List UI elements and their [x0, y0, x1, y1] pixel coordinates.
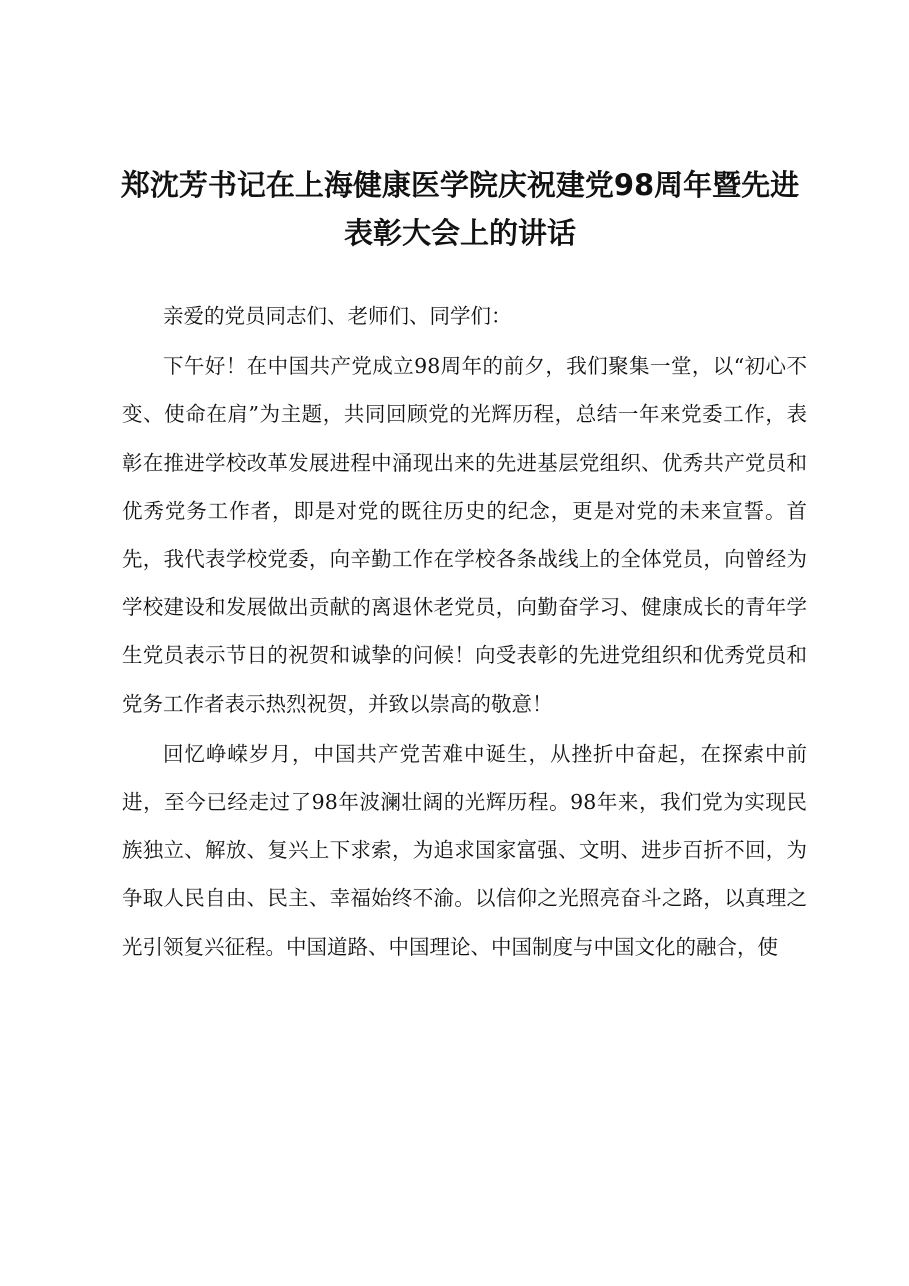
salutation-paragraph: 亲爱的党员同志们、老师们、同学们：: [163, 304, 512, 328]
body-paragraph-2: 回忆峥嵘岁月，中国共产党苦难中诞生，从挫折中奋起，在探索中前进，至今已经走过了98年波澜壮阔的光辉历程。98年来，我们党为实现民族独立、解放、复兴上下求索，为追求国家富强、文明、进步百折不回，为争取人民自由、民主、幸福始终不渝。以信仰之光照亮奋斗之路，以真理之光引领复兴征程。中国道路、中国理论、中国制度与中国文化的融合，使: [122, 741, 807, 959]
document-title: 郑沈芳书记在上海健康医学院庆祝建党98周年暨先进表彰大会上的讲话: [120, 168, 800, 250]
body-paragraph-1: 下午好！在中国共产党成立98周年的前夕，我们聚集一堂，以“初心不变、使命在肩”为主题，共同回顾党的光辉历程，总结一年来党委工作，表彰在推进学校改革发展进程中涌现出来的先进基层党组织、优秀共产党员和优秀党务工作者，即是对党的既往历史的纪念，更是对党的未来宣誓。首先，我代表学校党委，向辛勤工作在学校各条战线上的全体党员，向曾经为学校建设和发展做出贡献的离退休老党员，向勤奋学习、健康成长的青年学生党员表示节日的祝贺和诚挚的问候！向受表彰的先进党组织和优秀党员和党务工作者表示热烈祝贺，并致以崇高的敬意！: [122, 354, 807, 716]
document-body: [122, 292, 807, 971]
